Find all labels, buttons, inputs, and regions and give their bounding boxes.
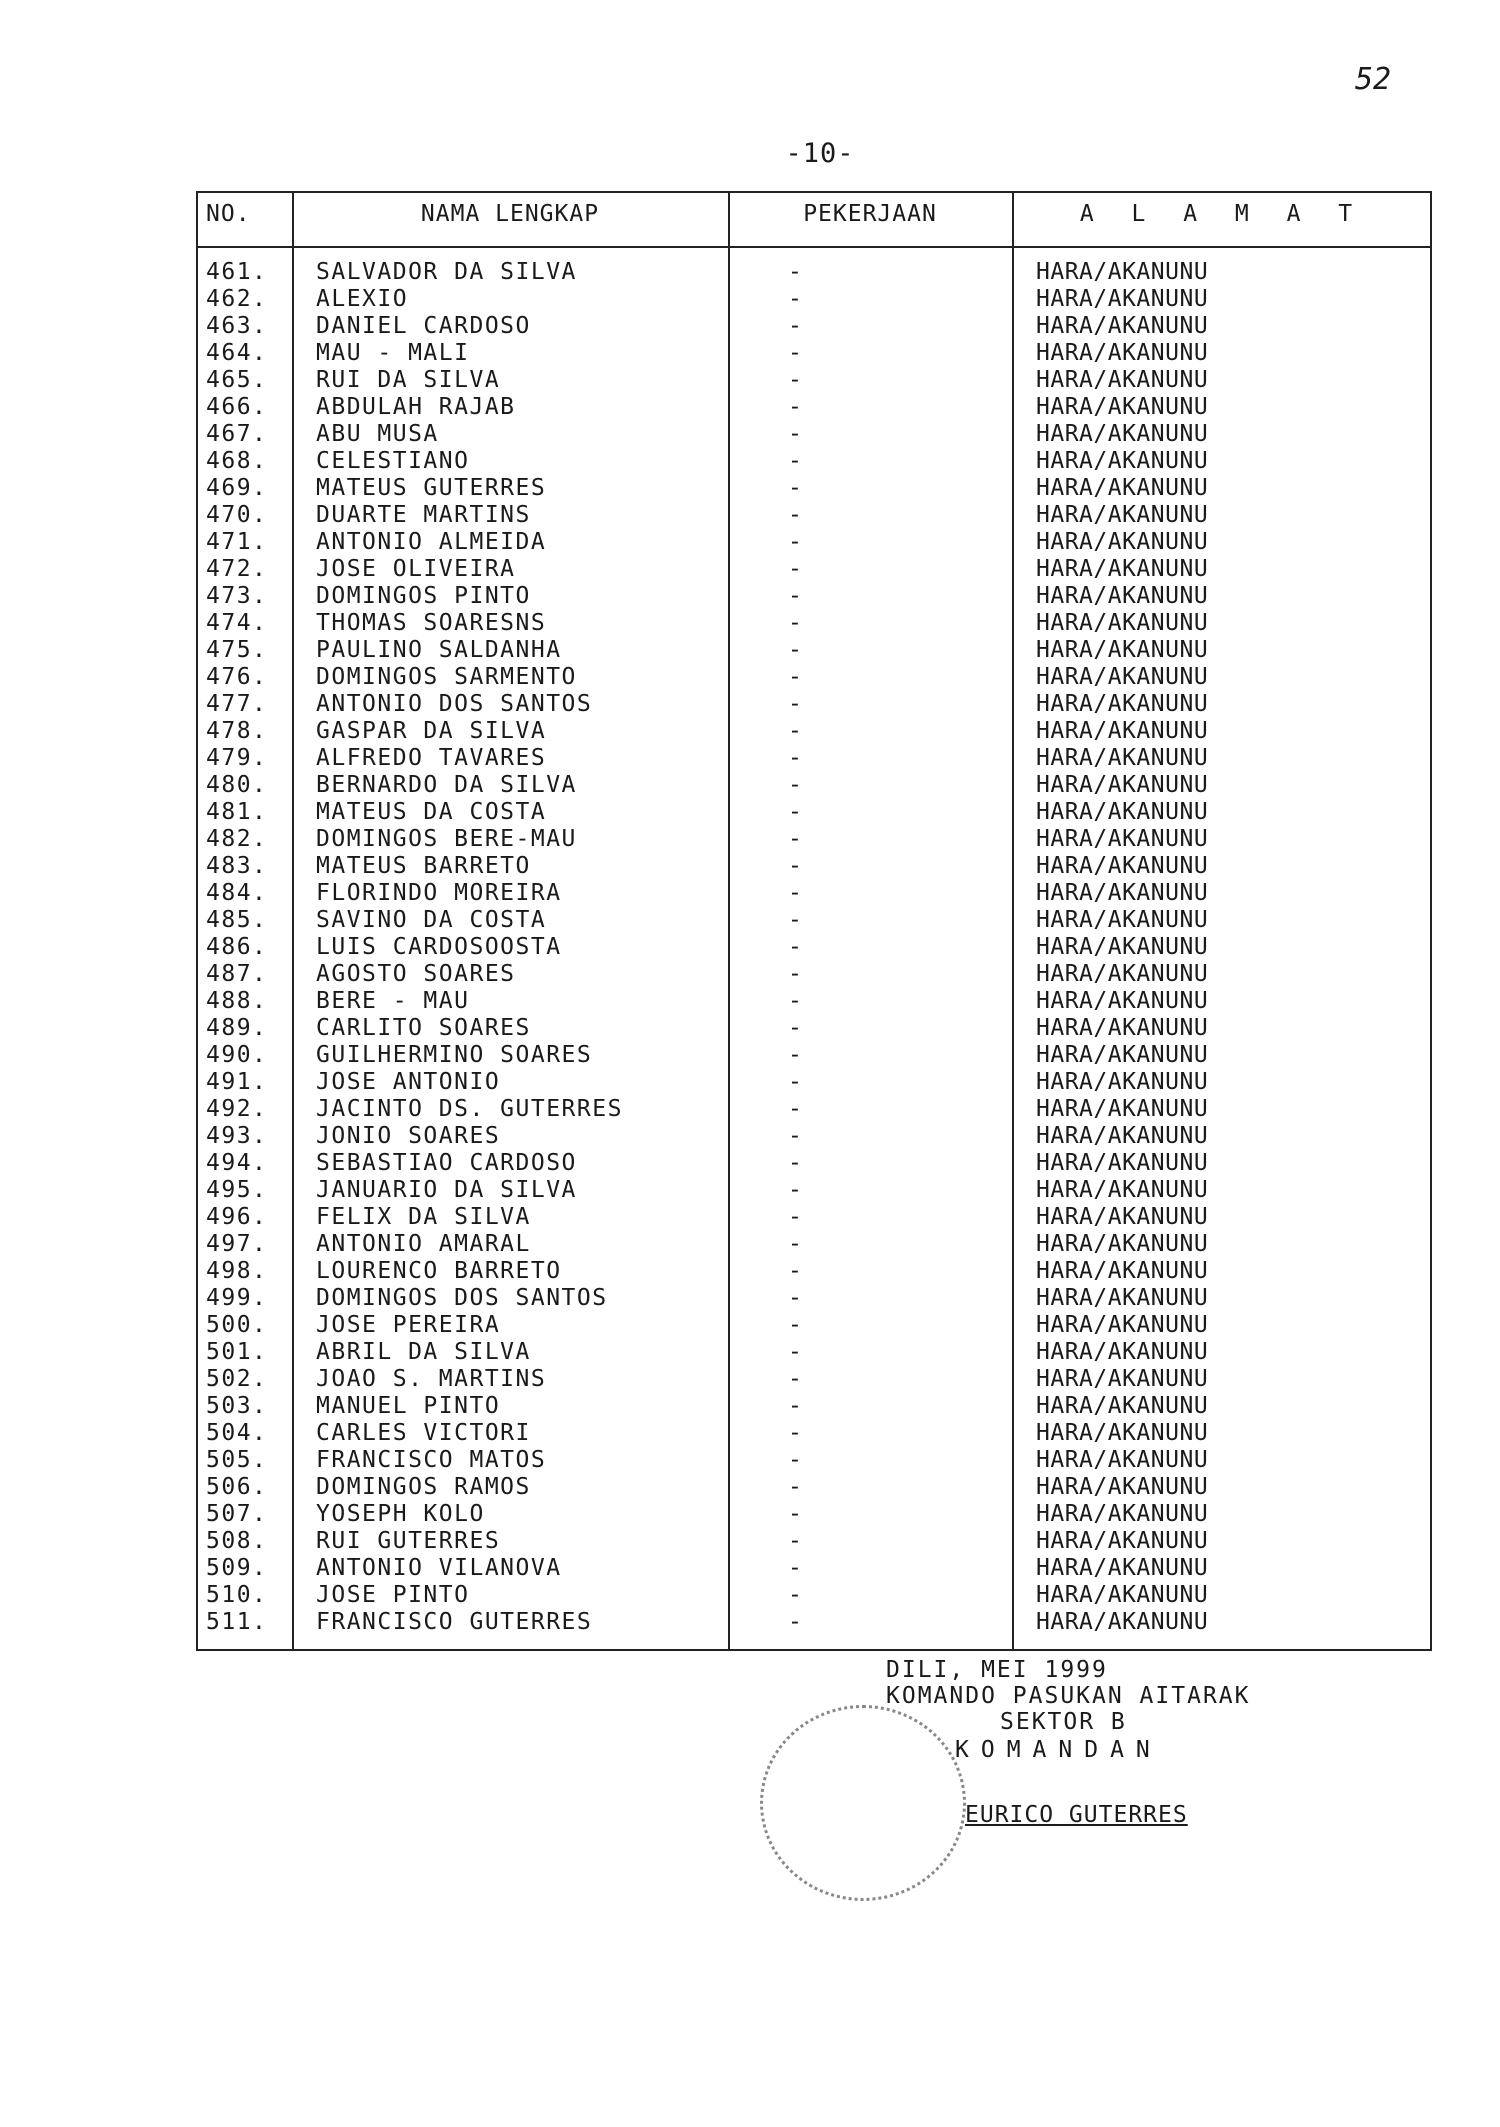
- row-name: DANIEL CARDOSO: [316, 313, 531, 339]
- row-address: HARA/AKANUNU: [1036, 1582, 1209, 1608]
- table-row: [198, 880, 1430, 907]
- row-name: PAULINO SALDANHA: [316, 637, 562, 663]
- row-address: HARA/AKANUNU: [1036, 664, 1209, 690]
- header-address: A L A M A T: [1079, 201, 1365, 227]
- row-address: HARA/AKANUNU: [1036, 1069, 1209, 1095]
- row-address: HARA/AKANUNU: [1036, 691, 1209, 717]
- table-row: [198, 1258, 1430, 1285]
- row-number: 480.: [206, 772, 268, 798]
- official-stamp: [760, 1705, 966, 1901]
- row-name: FELIX DA SILVA: [316, 1204, 531, 1230]
- row-address: HARA/AKANUNU: [1036, 1204, 1209, 1230]
- table-row: [198, 1042, 1430, 1069]
- table-row: [198, 853, 1430, 880]
- table-row: [198, 745, 1430, 772]
- row-address: HARA/AKANUNU: [1036, 826, 1209, 852]
- table-row: [198, 1393, 1430, 1420]
- row-address: HARA/AKANUNU: [1036, 1609, 1209, 1635]
- header-divider: [198, 246, 1430, 248]
- row-name: DOMINGOS RAMOS: [316, 1474, 531, 1500]
- sector-label: SEKTOR B: [1000, 1709, 1127, 1735]
- row-address: HARA/AKANUNU: [1036, 772, 1209, 798]
- row-name: AGOSTO SOARES: [316, 961, 516, 987]
- member-table: [196, 191, 1432, 1651]
- row-name: ABDULAH RAJAB: [316, 394, 516, 420]
- table-row: [198, 1609, 1430, 1636]
- row-number: 487.: [206, 961, 268, 987]
- table-row: [198, 1177, 1430, 1204]
- table-row: [198, 1285, 1430, 1312]
- row-number: 477.: [206, 691, 268, 717]
- row-number: 490.: [206, 1042, 268, 1068]
- row-address: HARA/AKANUNU: [1036, 529, 1209, 555]
- row-name: ABRIL DA SILVA: [316, 1339, 531, 1365]
- row-job: -: [788, 286, 804, 312]
- row-address: HARA/AKANUNU: [1036, 313, 1209, 339]
- row-address: HARA/AKANUNU: [1036, 475, 1209, 501]
- row-number: 467.: [206, 421, 268, 447]
- table-row: [198, 1420, 1430, 1447]
- row-job: -: [788, 880, 804, 906]
- row-number: 468.: [206, 448, 268, 474]
- row-job: -: [788, 1501, 804, 1527]
- row-address: HARA/AKANUNU: [1036, 907, 1209, 933]
- row-address: HARA/AKANUNU: [1036, 259, 1209, 285]
- row-job: -: [788, 313, 804, 339]
- row-name: DUARTE MARTINS: [316, 502, 531, 528]
- row-address: HARA/AKANUNU: [1036, 961, 1209, 987]
- row-name: LUIS CARDOSOOSTA: [316, 934, 562, 960]
- table-row: [198, 664, 1430, 691]
- table-row: [198, 1528, 1430, 1555]
- row-number: 489.: [206, 1015, 268, 1041]
- row-name: DOMINGOS SARMENTO: [316, 664, 577, 690]
- row-number: 486.: [206, 934, 268, 960]
- table-row: [198, 1366, 1430, 1393]
- table-row: [198, 961, 1430, 988]
- row-job: -: [788, 259, 804, 285]
- table-row: [198, 1204, 1430, 1231]
- row-job: -: [788, 1231, 804, 1257]
- table-row: [198, 1150, 1430, 1177]
- table-row: [198, 448, 1430, 475]
- signer-name: EURICO GUTERRES: [965, 1802, 1188, 1828]
- row-address: HARA/AKANUNU: [1036, 1339, 1209, 1365]
- row-name: RUI GUTERRES: [316, 1528, 501, 1554]
- row-job: -: [788, 745, 804, 771]
- row-name: SAVINO DA COSTA: [316, 907, 547, 933]
- row-job: -: [788, 1069, 804, 1095]
- row-name: MAU - MALI: [316, 340, 470, 366]
- row-name: ANTONIO VILANOVA: [316, 1555, 562, 1581]
- row-address: HARA/AKANUNU: [1036, 880, 1209, 906]
- row-number: 470.: [206, 502, 268, 528]
- table-row: [198, 691, 1430, 718]
- row-name: BERE - MAU: [316, 988, 470, 1014]
- row-number: 505.: [206, 1447, 268, 1473]
- row-number: 509.: [206, 1555, 268, 1581]
- row-job: -: [788, 448, 804, 474]
- row-name: JANUARIO DA SILVA: [316, 1177, 577, 1203]
- table-row: [198, 367, 1430, 394]
- table-row: [198, 799, 1430, 826]
- row-address: HARA/AKANUNU: [1036, 367, 1209, 393]
- table-row: [198, 1231, 1430, 1258]
- table-row: [198, 1015, 1430, 1042]
- row-number: 473.: [206, 583, 268, 609]
- row-number: 463.: [206, 313, 268, 339]
- row-number: 488.: [206, 988, 268, 1014]
- row-name: ALFREDO TAVARES: [316, 745, 547, 771]
- row-number: 464.: [206, 340, 268, 366]
- row-job: -: [788, 1285, 804, 1311]
- row-number: 484.: [206, 880, 268, 906]
- row-number: 499.: [206, 1285, 268, 1311]
- row-job: -: [788, 718, 804, 744]
- row-address: HARA/AKANUNU: [1036, 583, 1209, 609]
- row-name: JOSE PINTO: [316, 1582, 470, 1608]
- table-row: [198, 1339, 1430, 1366]
- table-row: [198, 394, 1430, 421]
- row-number: 475.: [206, 637, 268, 663]
- row-number: 498.: [206, 1258, 268, 1284]
- table-row: [198, 259, 1430, 286]
- row-address: HARA/AKANUNU: [1036, 1312, 1209, 1338]
- table-row: [198, 1096, 1430, 1123]
- row-job: -: [788, 1393, 804, 1419]
- row-address: HARA/AKANUNU: [1036, 1096, 1209, 1122]
- row-name: DOMINGOS PINTO: [316, 583, 531, 609]
- table-row: [198, 907, 1430, 934]
- row-address: HARA/AKANUNU: [1036, 1258, 1209, 1284]
- row-job: -: [788, 1123, 804, 1149]
- table-row: [198, 1123, 1430, 1150]
- table-row: [198, 340, 1430, 367]
- row-number: 497.: [206, 1231, 268, 1257]
- row-number: 471.: [206, 529, 268, 555]
- row-name: SALVADOR DA SILVA: [316, 259, 577, 285]
- row-job: -: [788, 1339, 804, 1365]
- row-number: 472.: [206, 556, 268, 582]
- table-row: [198, 529, 1430, 556]
- row-name: ANTONIO DOS SANTOS: [316, 691, 593, 717]
- row-name: JOSE ANTONIO: [316, 1069, 501, 1095]
- place-date: DILI, MEI 1999: [886, 1657, 1108, 1683]
- row-name: JOAO S. MARTINS: [316, 1366, 547, 1392]
- row-job: -: [788, 1447, 804, 1473]
- row-job: -: [788, 475, 804, 501]
- row-number: 462.: [206, 286, 268, 312]
- row-job: -: [788, 664, 804, 690]
- row-job: -: [788, 934, 804, 960]
- row-number: 503.: [206, 1393, 268, 1419]
- row-address: HARA/AKANUNU: [1036, 1285, 1209, 1311]
- row-name: ANTONIO AMARAL: [316, 1231, 531, 1257]
- table-row: [198, 934, 1430, 961]
- row-name: ALEXIO: [316, 286, 409, 312]
- row-number: 461.: [206, 259, 268, 285]
- row-job: -: [788, 988, 804, 1014]
- row-job: -: [788, 610, 804, 636]
- header-job: PEKERJAAN: [803, 201, 937, 227]
- row-address: HARA/AKANUNU: [1036, 1393, 1209, 1419]
- row-name: JONIO SOARES: [316, 1123, 501, 1149]
- row-number: 481.: [206, 799, 268, 825]
- row-number: 511.: [206, 1609, 268, 1635]
- row-name: MATEUS BARRETO: [316, 853, 531, 879]
- row-address: HARA/AKANUNU: [1036, 745, 1209, 771]
- page-mark: 52: [1355, 62, 1392, 97]
- row-job: -: [788, 1258, 804, 1284]
- table-row: [198, 1447, 1430, 1474]
- row-job: -: [788, 907, 804, 933]
- table-row: [198, 1582, 1430, 1609]
- row-job: -: [788, 799, 804, 825]
- row-job: -: [788, 1096, 804, 1122]
- row-name: JOSE PEREIRA: [316, 1312, 501, 1338]
- row-name: JACINTO DS. GUTERRES: [316, 1096, 623, 1122]
- row-name: JOSE OLIVEIRA: [316, 556, 516, 582]
- row-job: -: [788, 502, 804, 528]
- row-number: 504.: [206, 1420, 268, 1446]
- row-number: 510.: [206, 1582, 268, 1608]
- row-number: 482.: [206, 826, 268, 852]
- row-job: -: [788, 1528, 804, 1554]
- row-name: CARLITO SOARES: [316, 1015, 531, 1041]
- row-job: -: [788, 556, 804, 582]
- row-job: -: [788, 1555, 804, 1581]
- table-row: [198, 421, 1430, 448]
- row-job: -: [788, 637, 804, 663]
- table-row: [198, 718, 1430, 745]
- table-row: [198, 286, 1430, 313]
- row-address: HARA/AKANUNU: [1036, 934, 1209, 960]
- row-address: HARA/AKANUNU: [1036, 637, 1209, 663]
- row-job: -: [788, 1042, 804, 1068]
- row-name: DOMINGOS DOS SANTOS: [316, 1285, 608, 1311]
- row-name: MATEUS GUTERRES: [316, 475, 547, 501]
- row-address: HARA/AKANUNU: [1036, 340, 1209, 366]
- row-name: FRANCISCO GUTERRES: [316, 1609, 593, 1635]
- rank-label: KOMANDAN: [955, 1737, 1162, 1763]
- row-name: DOMINGOS BERE-MAU: [316, 826, 577, 852]
- row-number: 476.: [206, 664, 268, 690]
- row-address: HARA/AKANUNU: [1036, 1123, 1209, 1149]
- table-row: [198, 313, 1430, 340]
- row-address: HARA/AKANUNU: [1036, 1555, 1209, 1581]
- row-address: HARA/AKANUNU: [1036, 988, 1209, 1014]
- row-number: 478.: [206, 718, 268, 744]
- table-row: [198, 610, 1430, 637]
- row-number: 466.: [206, 394, 268, 420]
- row-number: 495.: [206, 1177, 268, 1203]
- row-address: HARA/AKANUNU: [1036, 1420, 1209, 1446]
- row-number: 496.: [206, 1204, 268, 1230]
- row-number: 479.: [206, 745, 268, 771]
- row-address: HARA/AKANUNU: [1036, 394, 1209, 420]
- row-number: 492.: [206, 1096, 268, 1122]
- row-job: -: [788, 1582, 804, 1608]
- row-job: -: [788, 853, 804, 879]
- row-name: FRANCISCO MATOS: [316, 1447, 547, 1473]
- header-no: NO.: [206, 201, 251, 227]
- table-row: [198, 556, 1430, 583]
- row-address: HARA/AKANUNU: [1036, 1447, 1209, 1473]
- row-address: HARA/AKANUNU: [1036, 1501, 1209, 1527]
- row-name: SEBASTIAO CARDOSO: [316, 1150, 577, 1176]
- row-address: HARA/AKANUNU: [1036, 502, 1209, 528]
- row-number: 506.: [206, 1474, 268, 1500]
- row-job: -: [788, 1420, 804, 1446]
- table-row: [198, 1312, 1430, 1339]
- row-job: -: [788, 1312, 804, 1338]
- row-name: RUI DA SILVA: [316, 367, 501, 393]
- row-address: HARA/AKANUNU: [1036, 1528, 1209, 1554]
- row-number: 465.: [206, 367, 268, 393]
- row-address: HARA/AKANUNU: [1036, 718, 1209, 744]
- table-row: [198, 475, 1430, 502]
- row-name: BERNARDO DA SILVA: [316, 772, 577, 798]
- row-job: -: [788, 367, 804, 393]
- page-number: -10-: [785, 138, 855, 169]
- row-number: 508.: [206, 1528, 268, 1554]
- row-job: -: [788, 529, 804, 555]
- row-number: 474.: [206, 610, 268, 636]
- row-name: ANTONIO ALMEIDA: [316, 529, 547, 555]
- row-address: HARA/AKANUNU: [1036, 556, 1209, 582]
- table-row: [198, 1501, 1430, 1528]
- row-name: LOURENCO BARRETO: [316, 1258, 562, 1284]
- table-row: [198, 583, 1430, 610]
- row-number: 494.: [206, 1150, 268, 1176]
- table-row: [198, 988, 1430, 1015]
- row-address: HARA/AKANUNU: [1036, 1150, 1209, 1176]
- row-job: -: [788, 1204, 804, 1230]
- row-job: -: [788, 1150, 804, 1176]
- row-address: HARA/AKANUNU: [1036, 1474, 1209, 1500]
- row-number: 491.: [206, 1069, 268, 1095]
- row-number: 507.: [206, 1501, 268, 1527]
- row-address: HARA/AKANUNU: [1036, 610, 1209, 636]
- row-address: HARA/AKANUNU: [1036, 1366, 1209, 1392]
- table-row: [198, 772, 1430, 799]
- row-name: YOSEPH KOLO: [316, 1501, 485, 1527]
- row-name: FLORINDO MOREIRA: [316, 880, 562, 906]
- row-number: 500.: [206, 1312, 268, 1338]
- row-number: 493.: [206, 1123, 268, 1149]
- row-address: HARA/AKANUNU: [1036, 1042, 1209, 1068]
- row-job: -: [788, 691, 804, 717]
- row-job: -: [788, 583, 804, 609]
- table-body: [198, 259, 1430, 1636]
- row-number: 483.: [206, 853, 268, 879]
- row-job: -: [788, 1177, 804, 1203]
- table-row: [198, 502, 1430, 529]
- row-address: HARA/AKANUNU: [1036, 799, 1209, 825]
- row-address: HARA/AKANUNU: [1036, 448, 1209, 474]
- unit-name: KOMANDO PASUKAN AITARAK: [886, 1683, 1251, 1709]
- row-name: MATEUS DA COSTA: [316, 799, 547, 825]
- row-address: HARA/AKANUNU: [1036, 1177, 1209, 1203]
- row-address: HARA/AKANUNU: [1036, 853, 1209, 879]
- row-name: CELESTIANO: [316, 448, 470, 474]
- table-row: [198, 1069, 1430, 1096]
- table-row: [198, 637, 1430, 664]
- row-address: HARA/AKANUNU: [1036, 421, 1209, 447]
- row-job: -: [788, 826, 804, 852]
- row-job: -: [788, 340, 804, 366]
- row-job: -: [788, 1474, 804, 1500]
- row-job: -: [788, 1366, 804, 1392]
- row-address: HARA/AKANUNU: [1036, 1231, 1209, 1257]
- table-row: [198, 1474, 1430, 1501]
- row-address: HARA/AKANUNU: [1036, 1015, 1209, 1041]
- row-number: 502.: [206, 1366, 268, 1392]
- row-number: 485.: [206, 907, 268, 933]
- row-name: GUILHERMINO SOARES: [316, 1042, 593, 1068]
- row-name: THOMAS SOARESNS: [316, 610, 547, 636]
- row-job: -: [788, 1015, 804, 1041]
- row-name: MANUEL PINTO: [316, 1393, 501, 1419]
- row-name: CARLES VICTORI: [316, 1420, 531, 1446]
- row-name: ABU MUSA: [316, 421, 439, 447]
- table-row: [198, 826, 1430, 853]
- row-address: HARA/AKANUNU: [1036, 286, 1209, 312]
- table-row: [198, 1555, 1430, 1582]
- row-number: 501.: [206, 1339, 268, 1365]
- row-name: GASPAR DA SILVA: [316, 718, 547, 744]
- row-job: -: [788, 961, 804, 987]
- row-job: -: [788, 394, 804, 420]
- row-job: -: [788, 772, 804, 798]
- row-job: -: [788, 421, 804, 447]
- row-number: 469.: [206, 475, 268, 501]
- header-name: NAMA LENGKAP: [420, 201, 600, 227]
- row-job: -: [788, 1609, 804, 1635]
